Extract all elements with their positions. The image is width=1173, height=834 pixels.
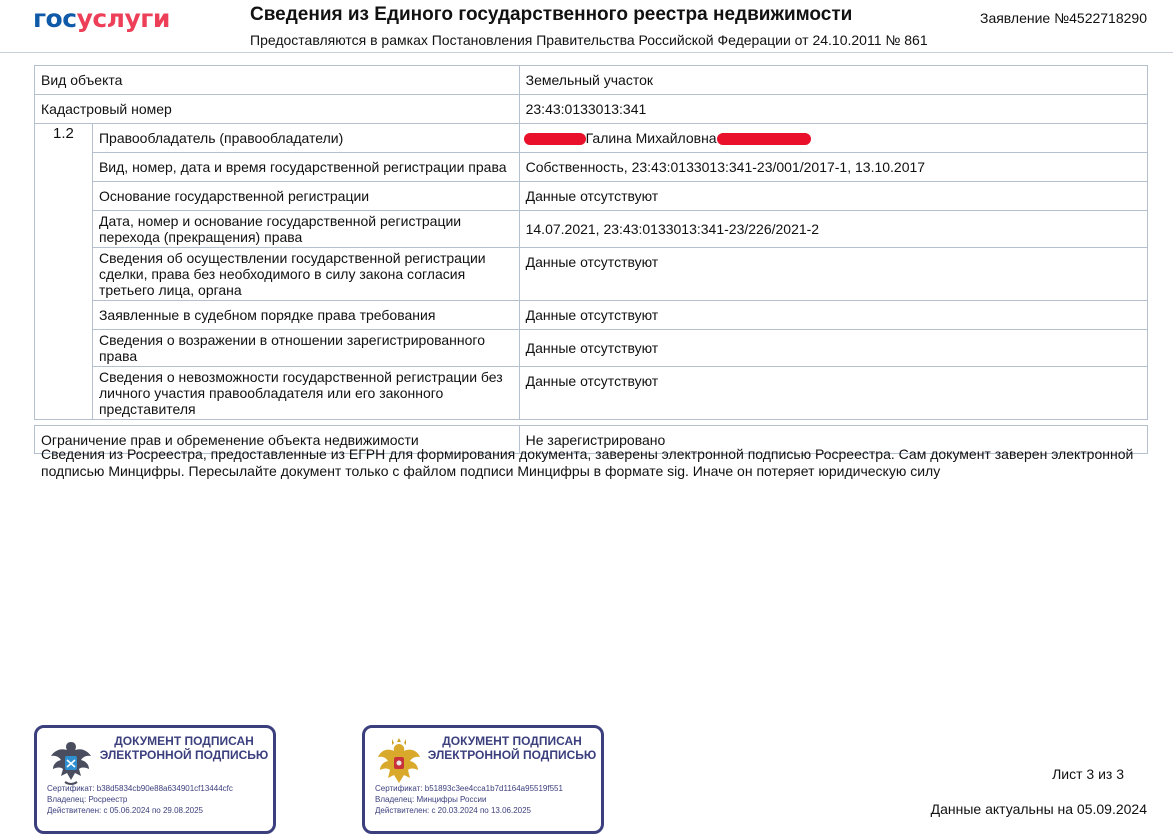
cadastral-label: Кадастровый номер xyxy=(35,95,520,124)
table-row xyxy=(35,301,1148,330)
row-label: Вид, номер, дата и время государственной регистрации права xyxy=(92,153,519,182)
table-row xyxy=(35,211,1148,248)
stamp-validity: Действителен: с 05.06.2024 по 29.08.2025 xyxy=(47,806,203,815)
document-title: Сведения из Единого государственного реестра недвижимости xyxy=(250,4,853,25)
sheet-number: Лист 3 из 3 xyxy=(1052,766,1124,782)
data-actual-date: Данные актуальны на 05.09.2024 xyxy=(930,801,1147,817)
document-subtitle: Предоставляются в рамках Постановления Правительства Российской Федерации от 24.10.2011 № 861 xyxy=(250,32,928,48)
row-label: Сведения об осуществлении государственной регистрации сделки, права без необходимого в силу закона согласия третьего лица, органа xyxy=(92,248,519,301)
owner-name: Галина Михайловна xyxy=(585,130,717,146)
row-value: Данные отсутствуют xyxy=(519,367,1147,420)
restriction-label: Ограничение прав и обременение объекта недвижимости xyxy=(35,426,520,454)
restriction-value: Не зарегистрировано xyxy=(519,426,1147,454)
row-value: Данные отсутствуют xyxy=(519,182,1147,211)
table-row xyxy=(35,153,1148,182)
row-value-owner xyxy=(519,124,1147,153)
signature-note: Сведения из Росреестра, предоставленные из ЕГРН для формирования документа, заверены электронной подписью Росреестра. Сам документ заверен электронной подписью Минцифры. Пересылайте документ только с файлом подписи Минцифры в формате sig. Иначе он потеряет юридическую силу xyxy=(41,446,1134,479)
row-label: Правообладатель (правообладатели) xyxy=(92,124,519,153)
row-value: Собственность, 23:43:0133013:341-23/001/2017-1, 13.10.2017 xyxy=(519,153,1147,182)
egrn-table xyxy=(34,65,1148,454)
row-label: Сведения о возражении в отношении зарегистрированного права xyxy=(92,330,519,367)
table-row xyxy=(35,124,1148,153)
signature-stamp-mintsifry xyxy=(362,725,604,834)
table-row xyxy=(35,95,1148,124)
signature-stamp-rosreestr xyxy=(34,725,276,834)
row-label: Сведения о невозможности государственной регистрации без личного участия правообладателя или его законного представителя xyxy=(92,367,519,420)
russian-coat-of-arms-icon xyxy=(375,736,423,788)
stamp-title: ДОКУМЕНТ ПОДПИСАН ЭЛЕКТРОННОЙ ПОДПИСЬЮ xyxy=(427,734,597,762)
row-value: Данные отсутствуют xyxy=(519,301,1147,330)
table-row xyxy=(35,182,1148,211)
stamp-title: ДОКУМЕНТ ПОДПИСАН ЭЛЕКТРОННОЙ ПОДПИСЬЮ xyxy=(99,734,269,762)
stamp-owner: Владелец: Минцифры России xyxy=(375,795,487,804)
stamp-validity: Действителен: с 20.03.2024 по 13.06.2025 xyxy=(375,806,531,815)
header-divider xyxy=(0,52,1173,53)
row-value: 14.07.2021, 23:43:0133013:341-23/226/2021-2 xyxy=(519,211,1147,248)
row-value: Данные отсутствуют xyxy=(519,248,1147,301)
row-label: Дата, номер и основание государственной регистрации перехода (прекращения) права xyxy=(92,211,519,248)
stamp-certificate: Сертификат: b51893c3ee4cca1b7d1164a95519f551 xyxy=(375,784,563,793)
rosreestr-emblem-icon xyxy=(47,736,95,788)
redaction-mark xyxy=(524,133,586,145)
cadastral-value: 23:43:0133013:341 xyxy=(519,95,1147,124)
table-row xyxy=(35,367,1148,420)
stamp-owner: Владелец: Росреестр xyxy=(47,795,128,804)
row-label: Заявленные в судебном порядке права требования xyxy=(92,301,519,330)
object-type-value: Земельный участок xyxy=(519,66,1147,95)
logo-part-uslugi: услуги xyxy=(76,4,170,33)
object-type-label: Вид объекта xyxy=(35,66,520,95)
table-row xyxy=(35,248,1148,301)
table-row xyxy=(35,330,1148,367)
section-number: 1.2 xyxy=(35,124,93,420)
stamp-certificate: Сертификат: b38d5834cb90e88a634901cf13444cfc xyxy=(47,784,233,793)
application-number: Заявление №4522718290 xyxy=(979,10,1147,26)
gosuslugi-logo xyxy=(33,4,170,33)
row-label: Основание государственной регистрации xyxy=(92,182,519,211)
table-row xyxy=(35,66,1148,95)
logo-part-gos: гос xyxy=(33,4,77,33)
row-value: Данные отсутствуют xyxy=(519,330,1147,367)
redaction-mark xyxy=(717,133,811,145)
